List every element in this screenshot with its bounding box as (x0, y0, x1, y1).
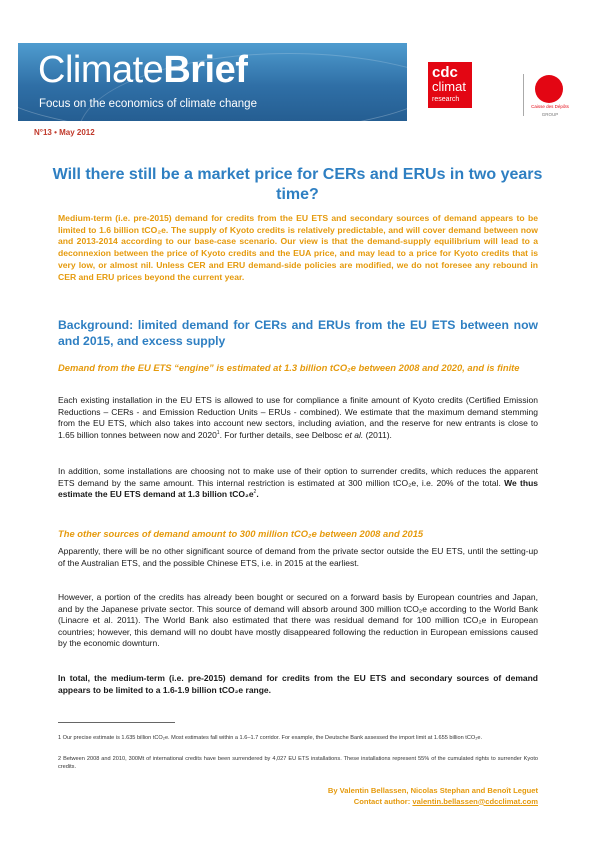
subheading-other-demand: The other sources of demand amount to 300 million tCO₂e between 2008 and 2015 (58, 528, 424, 539)
section-heading: Background: limited demand for CERs and ERUs from the EU ETS between now and 2015, and excess supply (58, 318, 538, 348)
research-logo-word: research (432, 96, 460, 103)
climat-logo-word: climat (432, 79, 466, 94)
paragraph-total-demand: In total, the medium-term (i.e. pre-2015) demand for credits from the EU ETS and secondary sources of demand appears to be limited to a 1.6-1.9 billion tCO₂e range. (58, 673, 538, 695)
abstract: Medium-term (i.e. pre-2015) demand for credits from the EU ETS and secondary sources of demand appears to be limited to 1.6 billion tCO₂e. The supply of Kyoto credits is relatively predictable, and will cover demand between now and 2013-2014 according to our base-case scenario. Our view is that the demand-supply equilibrium will lead to a deconnexion between the price of Kyoto credits and the EUA price, and may lead to a price for Kyoto credits that is very low, or almost nil. Unless CER and ERU demand-side policies are modified, we do not foresee any rebound in CER and ERU prices beyond the current year. (58, 213, 538, 282)
paragraph-text: (2011). (363, 429, 392, 440)
footnote-ref-1[interactable]: 1 (216, 429, 220, 436)
cdc-logo-word: cdc (432, 64, 458, 81)
cdc-logo-text (428, 62, 472, 108)
publication-tagline: Focus on the economics of climate change (39, 98, 257, 110)
contact-email-link[interactable]: valentin.bellassen@cdcclimat.com (412, 796, 538, 806)
paragraph-internal-restriction (58, 466, 538, 501)
contact-line (58, 797, 538, 808)
issue-number-date: N°13 • May 2012 (34, 128, 95, 137)
paragraph-text: Each existing installation in the EU ETS is allowed to use for compliance a finite amount of Kyoto credits (Certified Emission Reductions – CERs - and Emission Reduction Units – ERUs - combined). We estimate that the maximum demand stemming from the EU ETS, which also takes into account new sectors, including aviation, and the reserve for new entrants is close to 1.65 billion tonnes between now and 2020 (58, 395, 538, 440)
author-names: By Valentin Bellassen, Nicolas Stephan and Benoît Leguet (327, 786, 538, 795)
brand-brief: Brief (163, 49, 248, 91)
authors-block (58, 786, 538, 807)
paragraph-bold: . (256, 489, 259, 499)
footnote-divider (58, 722, 175, 723)
footnote-1: 1 Our precise estimate is 1.635 billion tCO₂e. Most estimates fall within a 1.6–1.7 corridor. For example, the Deutsche Bank assessed the import limit at 1.655 billion tCO₂e. (58, 735, 483, 741)
footnote-ref-2[interactable]: 2 (253, 489, 257, 496)
subheading-ets-demand: Demand from the EU ETS “engine” is estimated at 1.3 billion tCO₂e between 2008 and 2020, and is finite (58, 362, 520, 373)
paragraph-italic: et al. (344, 429, 364, 440)
paragraph-text: In addition, some installations are choosing not to make use of their option to surrender credits, which reduces the apparent ETS demand by the same amount. This internal restriction is estimated at 300 million tCO₂e, i.e. 20% of the total. (58, 466, 538, 488)
logo-divider (523, 74, 524, 116)
caisse-des-depots-seal-icon (535, 75, 563, 103)
brand-climate: Climate (38, 49, 164, 91)
paragraph-bold: We thus estimate the EU ETS demand at 1.3 billion tCO₂e (58, 477, 539, 499)
page-title: Will there still be a market price for CERs and ERUs in two years time? (52, 166, 543, 203)
contact-label: Contact author: (353, 796, 413, 806)
climate-brief-banner (18, 43, 407, 121)
paragraph-ets-allowance (58, 395, 538, 441)
footnote-2: 2 Between 2008 and 2010, 300Mt of international credits have been surrendered by 4,027 EU ETS installations. These installations represent 55% of the cumulated rights to surrender Kyoto credits. (58, 756, 538, 770)
paragraph-forward-purchases: However, a portion of the credits has already been bought or secured on a forward basis by European countries and Japan, and by the Japanese private sector. This source of demand will absorb around 300 million tCO₂e according to the World Bank (Linacre et al. 2011). The World Bank also estimated that there was residual demand for 100 million tCO₂e in European countries; however, this demand will no doubt have mostly disappeared following the reduction in European emissions caused by the economic downturn. (58, 592, 538, 648)
paragraph-private-sector: Apparently, there will be no other significant source of demand from the private sector outside the EU ETS, until the setting-up of the Australian ETS, and the possible Chinese ETS, i.e. in 2015 at the earliest. (58, 546, 538, 568)
seal-caption: Caisse des Dépôts (531, 104, 569, 109)
publication-title (38, 46, 247, 94)
seal-group-label: GROUP (541, 112, 559, 117)
paragraph-text: . For further details, see Delbosc (219, 429, 345, 440)
